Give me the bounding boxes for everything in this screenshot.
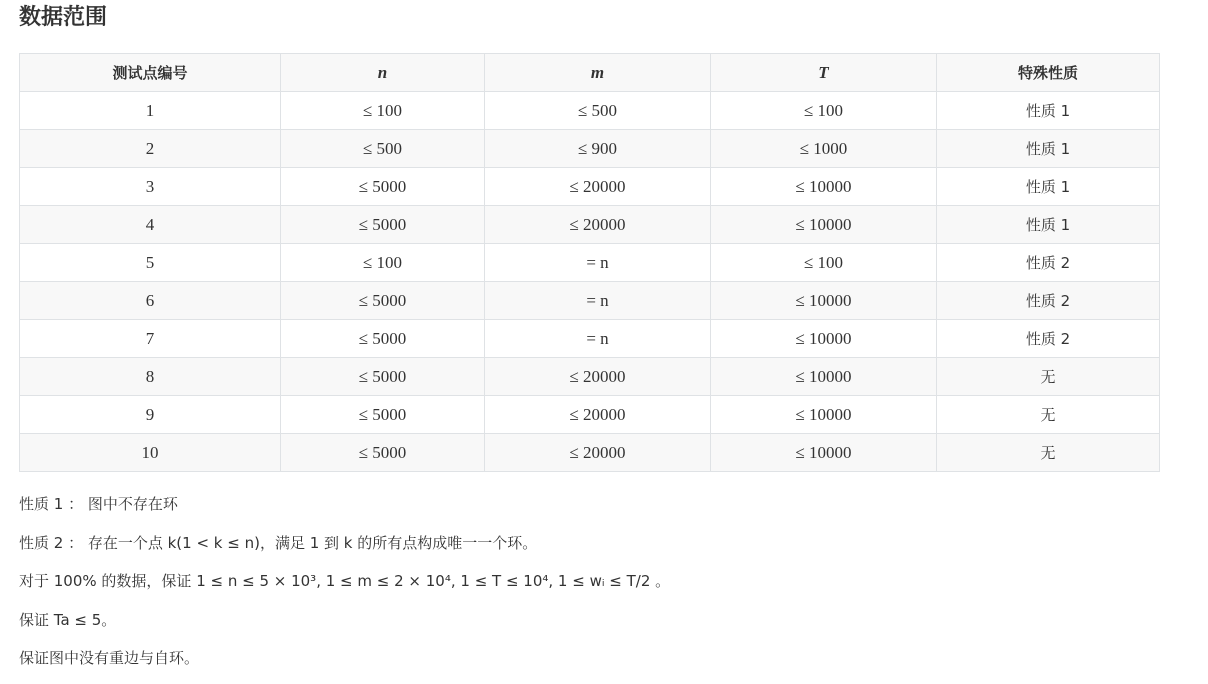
table-row bbox=[20, 244, 1160, 282]
cell-t: ≤ 10000 bbox=[711, 396, 937, 434]
cell-t: ≤ 10000 bbox=[711, 434, 937, 472]
cell-testcase-id: 9 bbox=[20, 396, 281, 434]
cell-property: 无 bbox=[937, 434, 1160, 472]
cell-n: ≤ 5000 bbox=[281, 396, 485, 434]
cell-m: ≤ 900 bbox=[485, 130, 711, 168]
cell-property: 性质 1 bbox=[937, 168, 1160, 206]
cell-m: ≤ 20000 bbox=[485, 168, 711, 206]
global-constraints-note: 对于 100% 的数据，保证 1 ≤ n ≤ 5 × 10³, 1 ≤ m ≤ 2 × 10⁴, 1 ≤ T ≤ 10⁴, 1 ≤ wᵢ ≤ T/2 。 bbox=[19, 572, 671, 590]
problem-page bbox=[19, 0, 1159, 684]
cell-n: ≤ 5000 bbox=[281, 320, 485, 358]
cell-testcase-id: 5 bbox=[20, 244, 281, 282]
table-row bbox=[20, 320, 1160, 358]
cell-t: ≤ 10000 bbox=[711, 282, 937, 320]
cell-t: ≤ 1000 bbox=[711, 130, 937, 168]
cell-n: ≤ 500 bbox=[281, 130, 485, 168]
header-t: T bbox=[711, 54, 937, 92]
cell-property: 性质 1 bbox=[937, 92, 1160, 130]
cell-testcase-id: 3 bbox=[20, 168, 281, 206]
header-testcase-id: 测试点编号 bbox=[20, 54, 281, 92]
cell-m: = n bbox=[485, 320, 711, 358]
cell-m: = n bbox=[485, 282, 711, 320]
cell-m: ≤ 500 bbox=[485, 92, 711, 130]
cell-m: ≤ 20000 bbox=[485, 358, 711, 396]
property-2-note: 性质 2 ： 存在一个点 k(1 < k ≤ n)，满足 1 到 k 的所有点构成唯一一个环。 bbox=[19, 533, 538, 552]
table-row bbox=[20, 92, 1160, 130]
cell-m: ≤ 20000 bbox=[485, 434, 711, 472]
cell-t: ≤ 10000 bbox=[711, 320, 937, 358]
cell-testcase-id: 10 bbox=[20, 434, 281, 472]
cell-t: ≤ 10000 bbox=[711, 206, 937, 244]
cell-property: 无 bbox=[937, 396, 1160, 434]
section-title: 数据范围 bbox=[19, 5, 108, 30]
table-row bbox=[20, 130, 1160, 168]
cell-property: 无 bbox=[937, 358, 1160, 396]
cell-n: ≤ 5000 bbox=[281, 282, 485, 320]
cell-n: ≤ 100 bbox=[281, 244, 485, 282]
header-m: m bbox=[485, 54, 711, 92]
table-row bbox=[20, 358, 1160, 396]
data-range-table bbox=[19, 53, 1160, 472]
cell-property: 性质 2 bbox=[937, 244, 1160, 282]
cell-testcase-id: 4 bbox=[20, 206, 281, 244]
cell-t: ≤ 10000 bbox=[711, 358, 937, 396]
cell-testcase-id: 7 bbox=[20, 320, 281, 358]
no-multi-edge-note: 保证图中没有重边与自环。 bbox=[19, 649, 200, 667]
cell-t: ≤ 10000 bbox=[711, 168, 937, 206]
header-n: n bbox=[281, 54, 485, 92]
table-row bbox=[20, 282, 1160, 320]
cell-t: ≤ 100 bbox=[711, 92, 937, 130]
cell-property: 性质 2 bbox=[937, 282, 1160, 320]
table-header-row bbox=[20, 54, 1160, 92]
cell-n: ≤ 5000 bbox=[281, 206, 485, 244]
table-row bbox=[20, 434, 1160, 472]
cell-n: ≤ 5000 bbox=[281, 358, 485, 396]
cell-n: ≤ 100 bbox=[281, 92, 485, 130]
table-row bbox=[20, 168, 1160, 206]
cell-property: 性质 1 bbox=[937, 130, 1160, 168]
cell-m: ≤ 20000 bbox=[485, 206, 711, 244]
ta-constraint-note: 保证 Ta ≤ 5。 bbox=[19, 610, 117, 629]
cell-t: ≤ 100 bbox=[711, 244, 937, 282]
table-row bbox=[20, 396, 1160, 434]
cell-n: ≤ 5000 bbox=[281, 434, 485, 472]
cell-m: ≤ 20000 bbox=[485, 396, 711, 434]
cell-testcase-id: 2 bbox=[20, 130, 281, 168]
header-special-property: 特殊性质 bbox=[937, 54, 1160, 92]
table-row bbox=[20, 206, 1160, 244]
cell-testcase-id: 1 bbox=[20, 92, 281, 130]
cell-testcase-id: 8 bbox=[20, 358, 281, 396]
cell-n: ≤ 5000 bbox=[281, 168, 485, 206]
constraints-notes bbox=[19, 494, 1159, 684]
cell-property: 性质 1 bbox=[937, 206, 1160, 244]
cell-property: 性质 2 bbox=[937, 320, 1160, 358]
cell-m: = n bbox=[485, 244, 711, 282]
property-1-note: 性质 1 ： 图中不存在环 bbox=[19, 495, 178, 513]
cell-testcase-id: 6 bbox=[20, 282, 281, 320]
